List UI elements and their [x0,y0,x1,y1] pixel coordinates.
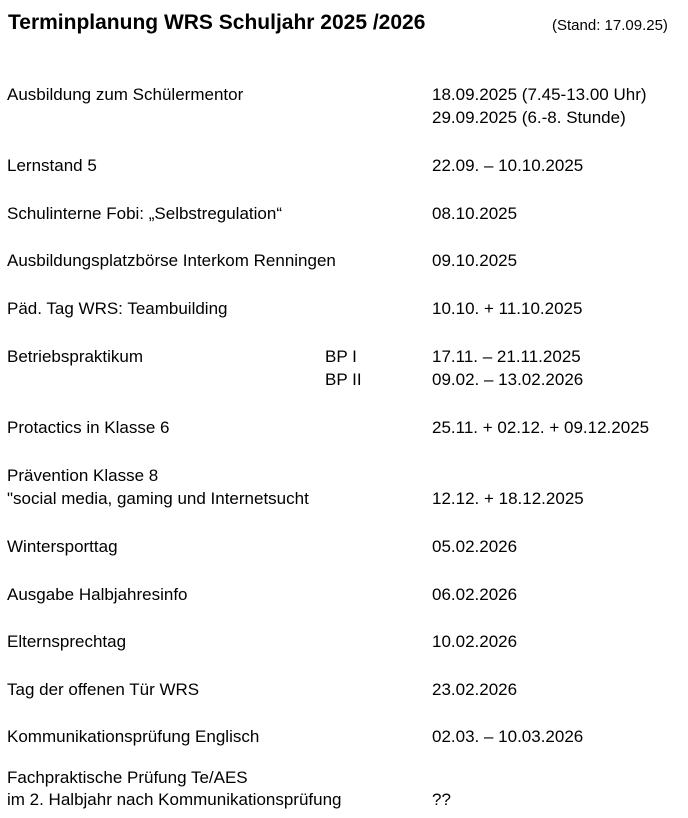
stand-date: (Stand: 17.09.25) [552,17,668,34]
event-name: Betriebspraktikum [7,347,144,366]
event-date: 05.02.2026 [432,537,518,556]
event-name: Elternsprechtag [7,632,127,651]
event-subgroup: BP I [325,347,357,366]
event-date: 10.02.2026 [432,632,518,651]
event-date: 02.03. – 10.03.2026 [432,727,584,746]
event-name: Wintersporttag [7,537,118,556]
event-date: 08.10.2025 [432,204,518,223]
event-name: Lernstand 5 [7,156,97,175]
event-date: 22.09. – 10.10.2025 [432,156,584,175]
event-name: Fachpraktische Prüfung Te/AES [7,768,248,787]
event-name: Ausbildungsplatzbörse Interkom Renningen [7,251,336,270]
event-name: Protactics in Klasse 6 [7,418,170,437]
event-date: 06.02.2026 [432,585,518,604]
event-name: Päd. Tag WRS: Teambuilding [7,299,228,318]
event-name: Kommunikationsprüfung Englisch [7,727,260,746]
event-date: 29.09.2025 (6.-8. Stunde) [432,108,626,127]
event-name: Tag der offenen Tür WRS [7,680,200,699]
event-name: im 2. Halbjahr nach Kommunikationsprüfung [7,790,342,809]
event-name: Schulinterne Fobi: „Selbstregulation“ [7,204,282,223]
page-title: Terminplanung WRS Schuljahr 2025 /2026 [8,11,426,34]
event-name: "social media, gaming und Internetsucht [7,489,309,508]
event-subgroup: BP II [325,370,362,389]
event-name: Ausbildung zum Schülermentor [7,85,244,104]
event-date: 25.11. + 02.12. + 09.12.2025 [432,418,650,437]
event-date: 09.10.2025 [432,251,518,270]
event-date: 10.10. + 11.10.2025 [432,299,583,318]
event-date: 12.12. + 18.12.2025 [432,489,584,508]
event-date: 18.09.2025 (7.45-13.00 Uhr) [432,85,647,104]
event-date: 09.02. – 13.02.2026 [432,370,584,389]
event-date: ?? [432,790,451,809]
event-name: Ausgabe Halbjahresinfo [7,585,188,604]
event-date: 17.11. – 21.11.2025 [432,347,581,366]
event-name: Prävention Klasse 8 [7,466,159,485]
event-date: 23.02.2026 [432,680,518,699]
